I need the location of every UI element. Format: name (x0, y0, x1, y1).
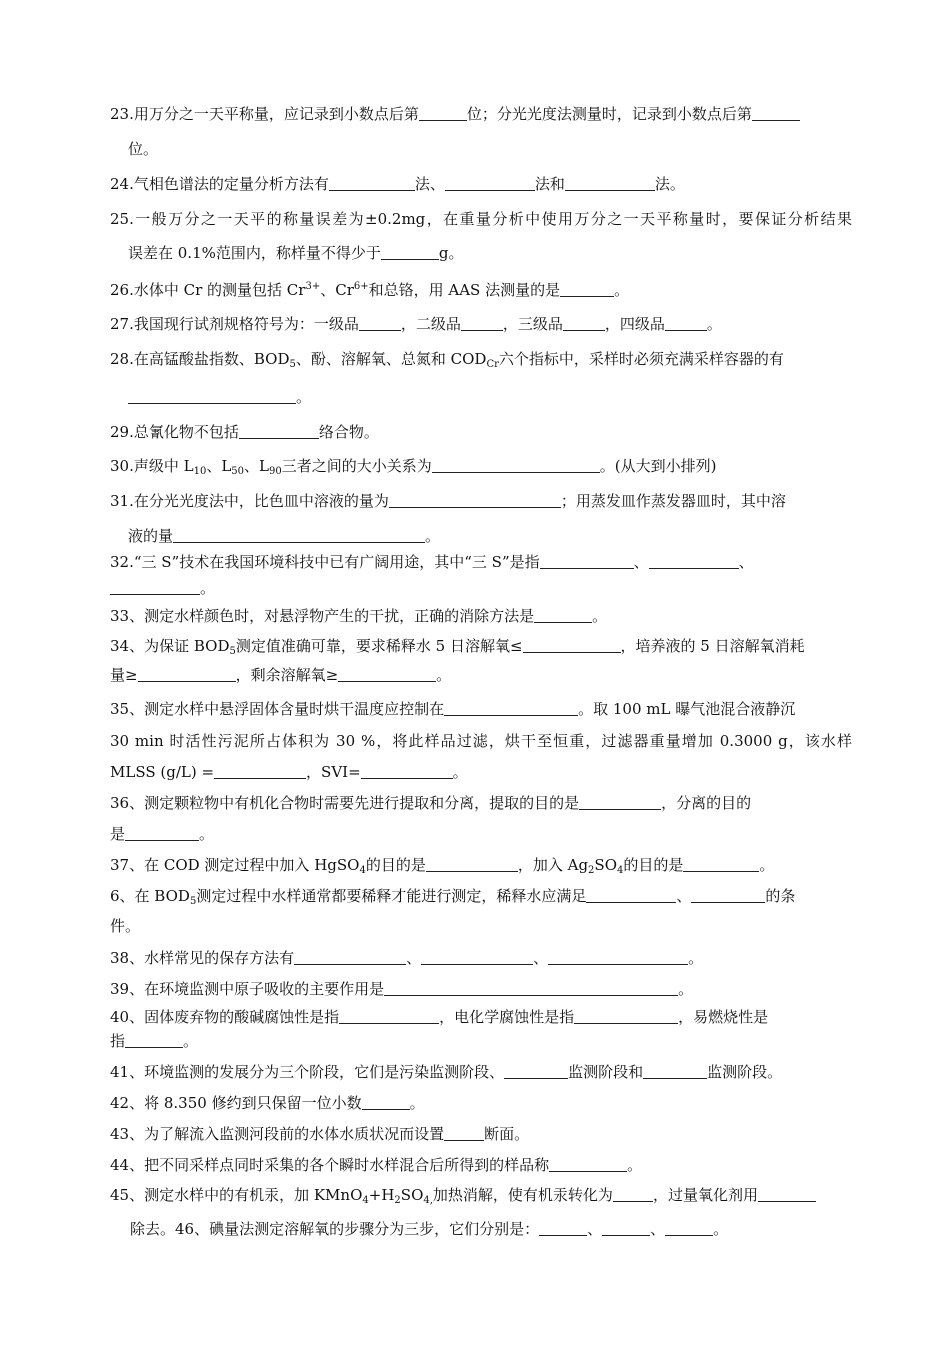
text: ，四级品 (604, 315, 665, 333)
subscript: 5 (289, 359, 296, 370)
question-32-line-1 (110, 552, 852, 574)
question-28-line-2 (128, 387, 852, 409)
text: 测定值准确可靠，要求稀释水 5 日溶解氧≤ (235, 637, 523, 655)
text: 。 (183, 1032, 199, 1050)
text: 断面。 (484, 1125, 530, 1143)
answer-blank (758, 1186, 816, 1202)
text: 45、测定水样中的有机汞，加 KMnO (110, 1186, 363, 1204)
text: 26.水体中 Cr 的测量包括 Cr (110, 281, 306, 299)
text: 。 (678, 980, 694, 998)
text: 6、在 BOD (110, 887, 190, 905)
text: 。 (706, 315, 722, 333)
question-38 (110, 948, 852, 970)
answer-blank (426, 856, 518, 872)
text: g。 (438, 244, 464, 262)
text: 误差在 0.1%范围内，称样量不得少于 (128, 244, 381, 262)
text: 42、将 8.350 修约到只保留一位小数 (110, 1094, 362, 1112)
question-6-line-2 (110, 916, 852, 938)
text: 35、测定水样中悬浮固体含量时烘干温度应控制在 (110, 700, 445, 718)
question-23-line-1 (110, 104, 852, 126)
text: 、Cr (320, 281, 354, 299)
text: 加热消解，使有机汞转化为 (432, 1186, 613, 1204)
answer-blank (549, 1156, 627, 1172)
answer-blank (432, 457, 600, 473)
answer-blank (444, 700, 578, 716)
text: 27.我国现行试剂规格符号为：一级品 (110, 315, 359, 333)
text: 。 (296, 388, 312, 406)
question-32-line-2 (110, 578, 852, 600)
text: 37、在 COD 测定过程中加入 HgSO (110, 856, 360, 874)
text: 。 (436, 666, 452, 684)
question-31-line-1 (110, 491, 852, 513)
subscript: 4 (617, 865, 624, 876)
answer-blank (214, 763, 306, 779)
text: 、 (587, 1220, 603, 1238)
text: 、 (406, 949, 422, 967)
question-28-line-1 (110, 349, 852, 371)
text: 。取 100 mL 曝气池混合液静沉 (578, 700, 796, 718)
question-25-line-1 (110, 209, 852, 231)
answer-blank (649, 553, 739, 569)
question-24 (110, 174, 852, 196)
text: 、L (206, 457, 232, 475)
answer-blank (461, 315, 503, 331)
text: 、 (650, 1220, 666, 1238)
answer-blank (421, 949, 533, 965)
text: 38、水样常见的保存方法有 (110, 949, 295, 967)
text: 、 (533, 949, 549, 967)
answer-blank (329, 175, 415, 191)
text: 43、为了解流入监测河段前的水体水质状况而设置 (110, 1125, 445, 1143)
answer-blank (504, 1063, 568, 1079)
answer-blank (539, 1220, 587, 1236)
text: 。 (592, 607, 608, 625)
question-36-line-1 (110, 793, 852, 815)
answer-blank (560, 281, 614, 297)
answer-blank (419, 105, 467, 121)
text: ，过量氧化剂用 (652, 1186, 758, 1204)
answer-blank (534, 607, 592, 623)
question-44 (110, 1155, 852, 1177)
subscript: 10 (193, 466, 207, 477)
text: 监测阶段。 (707, 1063, 783, 1081)
text: 44、把不同采样点同时采集的各个瞬时水样混合后所得到的样品称 (110, 1156, 550, 1174)
subscript: 4, (423, 1195, 433, 1206)
text: 。 (759, 856, 775, 874)
text: 31.在分光光度法中，比色皿中溶液的量为 (110, 492, 389, 510)
text: 的目的是 (365, 856, 426, 874)
text: 指 (110, 1032, 126, 1050)
text: 测定过程中水样通常都要稀释才能进行测定，稀释水应满足 (196, 887, 587, 905)
question-27 (110, 314, 852, 336)
text: 六个指标中，采样时必须充满采样容器的有 (498, 350, 784, 368)
text: ，培养液的 5 日溶解氧消耗 (620, 637, 805, 655)
text: 40、固体废弃物的酸碱腐蚀性是指 (110, 1008, 340, 1026)
answer-blank (563, 315, 605, 331)
answer-blank (579, 794, 661, 810)
text: 34、为保证 BOD (110, 637, 230, 655)
answer-blank (565, 175, 655, 191)
question-26 (110, 280, 852, 302)
superscript: 6+ (353, 281, 369, 292)
question-34-line-2 (110, 665, 852, 687)
question-41 (110, 1062, 852, 1084)
question-40-line-1 (110, 1007, 852, 1029)
text: 的目的是 (623, 856, 684, 874)
text: 29.总氰化物不包括 (110, 423, 239, 441)
subscript: Cr (486, 359, 499, 370)
answer-blank (125, 1032, 183, 1048)
text: ，分离的目的 (661, 794, 752, 812)
subscript: 50 (231, 466, 245, 477)
text: 24.气相色谱法的定量分析方法有 (110, 175, 329, 193)
text: 络合物。 (318, 423, 379, 441)
text: 30 min 时活性污泥所占体积为 30 %，将此样品过滤，烘干至恒重，过滤器重量增加 0.3000 g，该水样 (110, 732, 852, 750)
answer-blank (138, 666, 236, 682)
question-33 (110, 606, 852, 628)
text: 法、 (414, 175, 445, 193)
answer-blank (683, 856, 759, 872)
subscript: 5 (229, 646, 236, 657)
question-6-line-1 (110, 886, 852, 908)
answer-blank (339, 1008, 439, 1024)
question-34-line-1 (110, 636, 852, 658)
subscript: 2 (394, 1195, 401, 1206)
text: 41、环境监测的发展分为三个阶段，它们是污染监测阶段、 (110, 1063, 505, 1081)
answer-blank (384, 980, 678, 996)
answer-blank (110, 579, 200, 595)
answer-blank (239, 423, 319, 439)
text: 25.一般万分之一天平的称量误差为±0.2mg，在重量分析中使用万分之一天平称量时，要保证分析结果 (110, 210, 852, 228)
text: ，二级品 (400, 315, 461, 333)
answer-blank (752, 105, 800, 121)
text: 。 (425, 527, 441, 545)
subscript: 2 (588, 865, 595, 876)
text: 法。 (654, 175, 685, 193)
subscript: 4 (359, 865, 366, 876)
answer-blank (359, 315, 401, 331)
question-30 (110, 456, 852, 478)
answer-blank (574, 1008, 678, 1024)
answer-blank (294, 949, 406, 965)
text: 33、测定水样颜色时，对悬浮物产生的干扰，正确的消除方法是 (110, 607, 535, 625)
answer-blank (540, 553, 634, 569)
answer-blank (444, 1125, 484, 1141)
subscript: 4 (362, 1195, 369, 1206)
text: 位；分光光度法测量时，记录到小数点后第 (466, 105, 752, 123)
text: 。 (614, 281, 630, 299)
text: 30.声级中 L (110, 457, 194, 475)
answer-blank (691, 887, 765, 903)
text: ，电化学腐蚀性是指 (439, 1008, 575, 1026)
text: 和总铬，用 AAS 法测量的是 (368, 281, 561, 299)
question-36-line-2 (110, 824, 852, 846)
text: 、 (633, 553, 649, 571)
question-45-line-1 (110, 1185, 852, 1207)
answer-blank (548, 949, 688, 965)
superscript: 3+ (305, 281, 321, 292)
answer-blank (586, 887, 676, 903)
text: 。 (199, 825, 215, 843)
question-29 (110, 422, 852, 444)
text: 。 (627, 1156, 643, 1174)
text: 、酚、溶解氧、总氮和 COD (295, 350, 487, 368)
text: ，剩余溶解氧≥ (235, 666, 339, 684)
text: ，SVI= (306, 763, 361, 781)
subscript: 5 (189, 896, 197, 907)
question-40-line-2 (110, 1031, 852, 1053)
answer-blank (613, 1186, 653, 1202)
text: 是 (110, 825, 126, 843)
answer-blank (128, 388, 296, 404)
question-43 (110, 1124, 852, 1146)
text: 的条 (765, 887, 796, 905)
text: MLSS (g/L) = (110, 763, 215, 781)
text: ；用蒸发皿作蒸发器皿时，其中溶 (560, 492, 786, 510)
text: +H (368, 1186, 395, 1204)
text: 。 (409, 1094, 425, 1112)
question-25-line-2 (128, 243, 852, 265)
answer-blank (523, 637, 621, 653)
text: 。 (200, 579, 216, 597)
text: 。 (713, 1220, 729, 1238)
question-35-line-3 (110, 762, 852, 784)
question-23-line-2 (128, 139, 852, 161)
text: 。 (452, 763, 468, 781)
text: ，加入 Ag (517, 856, 589, 874)
text: ，易燃烧性是 (678, 1008, 769, 1026)
text: 、 (738, 553, 754, 571)
answer-blank (173, 527, 425, 543)
text: 位。 (128, 140, 159, 158)
answer-blank (389, 492, 561, 508)
answer-blank (381, 244, 439, 260)
answer-blank (445, 175, 535, 191)
question-45-46-line-2 (130, 1219, 852, 1241)
text: 32.“三 S”技术在我国环境科技中已有广阔用途，其中“三 S”是指 (110, 553, 540, 571)
text: 法和 (534, 175, 565, 193)
answer-blank (643, 1063, 707, 1079)
question-35-line-2 (110, 731, 852, 753)
text: 三者之间的大小关系为 (281, 457, 432, 475)
answer-blank (602, 1220, 650, 1236)
text: 36、测定颗粒物中有机化合物时需要先进行提取和分离，提取的目的是 (110, 794, 580, 812)
question-42 (110, 1093, 852, 1115)
answer-blank (338, 666, 436, 682)
text: SO (594, 856, 617, 874)
text: 。 (688, 949, 704, 967)
question-37 (110, 855, 852, 877)
question-31-line-2 (128, 526, 852, 548)
subscript: 90 (269, 466, 282, 477)
text: 液的量 (128, 527, 174, 545)
text: ，三级品 (502, 315, 563, 333)
text: 件。 (110, 917, 141, 935)
answer-blank (665, 315, 707, 331)
answer-blank (362, 1094, 410, 1110)
question-35-line-1 (110, 699, 852, 721)
text: 量≥ (110, 666, 138, 684)
text: 。(从大到小排列) (599, 457, 717, 475)
text: 28.在高锰酸盐指数、BOD (110, 350, 290, 368)
text: 、L (244, 457, 269, 475)
text: 除去。46、碘量法测定溶解氧的步骤分为三步，它们分别是： (130, 1220, 540, 1238)
text: 、 (676, 887, 692, 905)
answer-blank (125, 825, 199, 841)
text: 监测阶段和 (568, 1063, 644, 1081)
answer-blank (665, 1220, 713, 1236)
question-39 (110, 979, 852, 1001)
text: 23.用万分之一天平称量，应记录到小数点后第 (110, 105, 419, 123)
answer-blank (361, 763, 453, 779)
text: SO (400, 1186, 424, 1204)
text: 39、在环境监测中原子吸收的主要作用是 (110, 980, 385, 998)
